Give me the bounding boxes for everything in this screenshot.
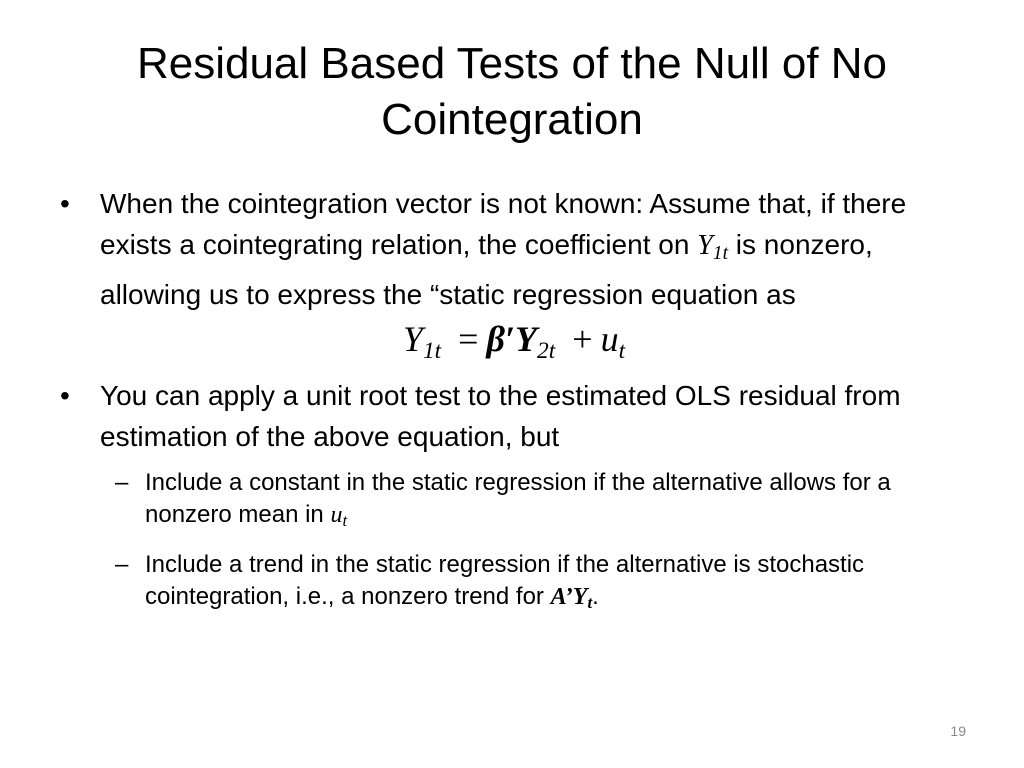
page-number: 19	[950, 723, 966, 739]
sub-bullet-item	[60, 467, 960, 537]
math-subscript: t	[342, 511, 348, 531]
math-symbol: u	[330, 501, 343, 528]
sub-bullet-item	[60, 549, 960, 619]
equation-rhs-var: Y	[515, 318, 538, 359]
equation-error-var: u	[600, 318, 619, 359]
bullet-marker: •	[60, 188, 70, 219]
sub-bullet-marker: –	[115, 468, 129, 496]
math-variable	[697, 230, 729, 264]
math-subscript: 1t	[712, 242, 729, 264]
equation-plus: +	[572, 318, 593, 359]
math-variable	[550, 584, 593, 613]
math-subscript: t	[587, 593, 593, 613]
math-variable	[330, 501, 348, 531]
slide-body	[60, 183, 960, 631]
bullet-item	[60, 375, 960, 457]
equation-equals: =	[458, 318, 479, 359]
bullet-item	[60, 183, 960, 315]
bullet-marker: •	[60, 379, 70, 411]
sub-bullet-marker: –	[115, 551, 129, 579]
sub-bullet-text: Include a trend in the static regression if the alternative is stochastic cointegration, i.e., a nonzero trend for	[145, 551, 865, 611]
sub-bullet-text-end: .	[592, 583, 599, 611]
math-symbol: Y	[697, 230, 713, 261]
sub-bullet-text: Include a constant in the static regression if the alternative allows for a nonzero mean in	[145, 468, 891, 528]
equation-rhs-sub: 2t	[537, 337, 556, 364]
equation-beta: β′	[486, 318, 516, 359]
slide-title: Residual Based Tests of the Null of No Cointegration	[136, 39, 888, 144]
equation-error-sub: t	[618, 337, 626, 364]
bullet-text-continued: is nonzero, allowing us to express the “static regression equation as	[100, 229, 873, 310]
equation-lhs-sub: 1t	[422, 337, 442, 364]
bullet-text: You can apply a unit root test to the estimated OLS residual from estimation of the above equation, but	[100, 379, 901, 452]
math-symbol: A’Y	[550, 584, 588, 611]
static-regression-equation	[60, 317, 960, 373]
equation-lhs-var: Y	[402, 318, 423, 359]
sub-bullet-list	[60, 467, 960, 619]
bullet-text: When the cointegration vector is not known: Assume that, if there exists a cointegrating relation, the coefficient on	[100, 188, 907, 260]
